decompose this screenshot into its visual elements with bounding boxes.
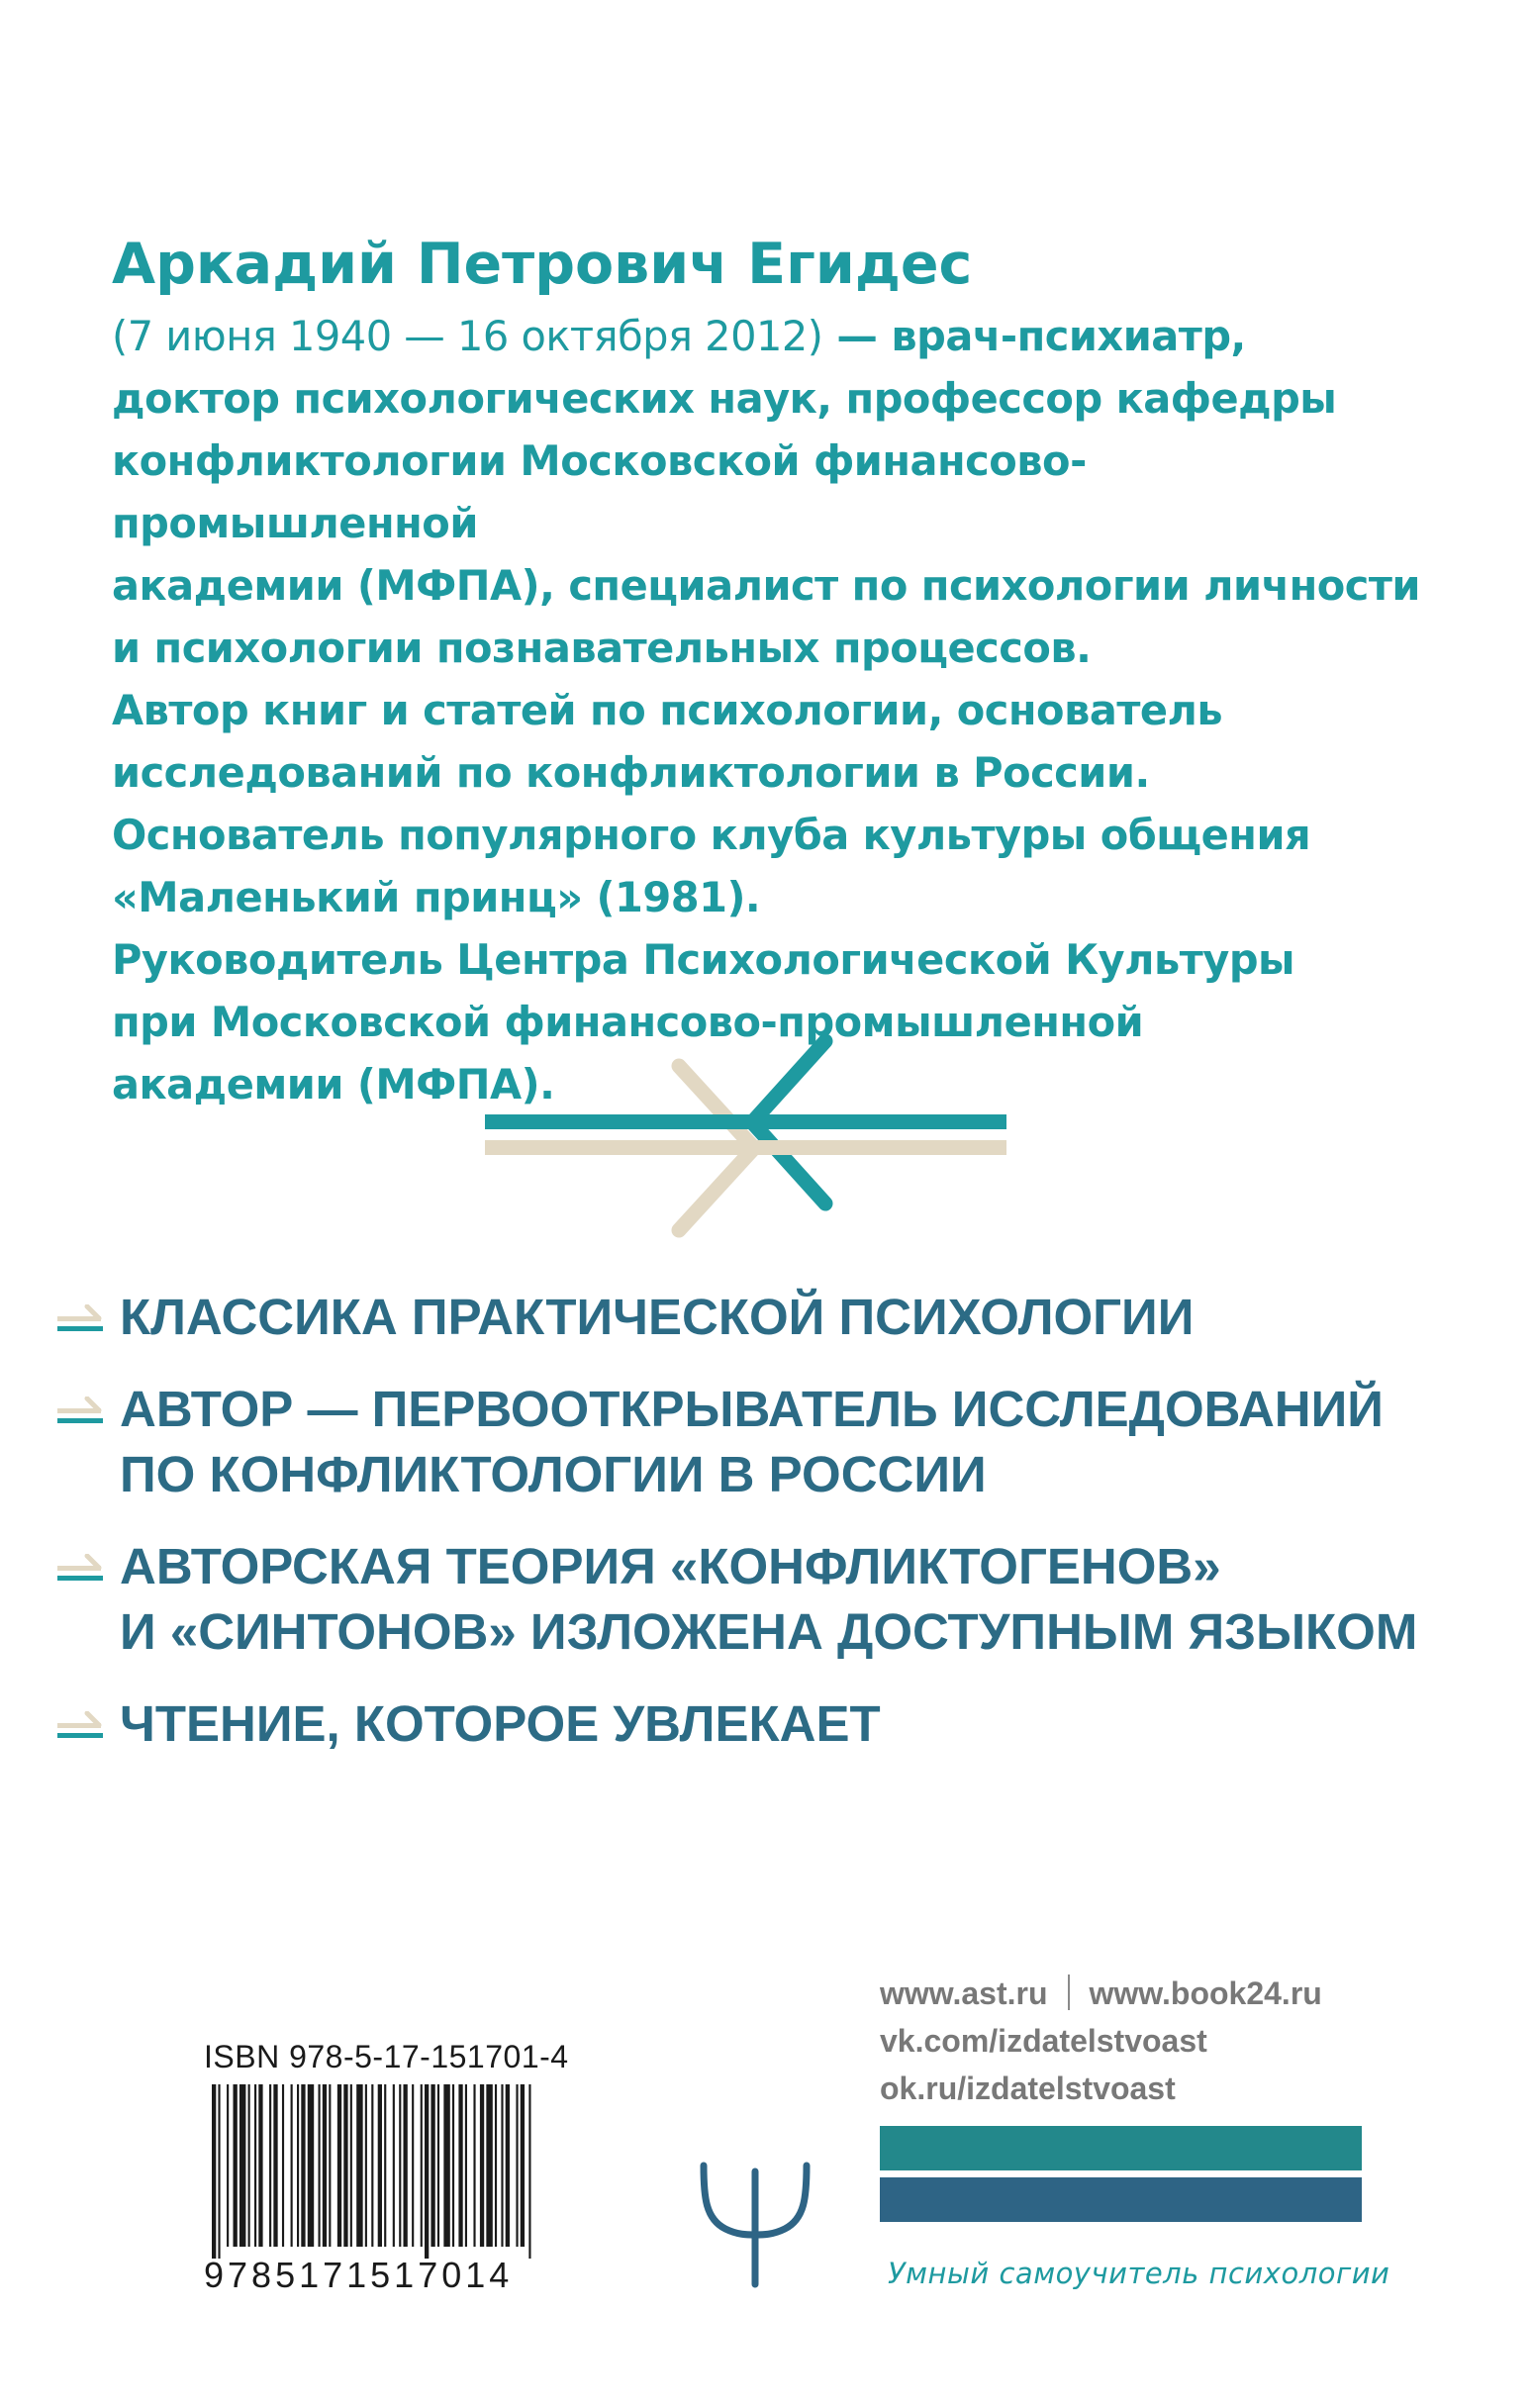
barcode-bar [258,2084,262,2247]
barcode-bar [248,2084,250,2247]
link-ast[interactable]: www.ast.ru [880,1975,1048,2011]
barcode-bar [495,2084,497,2247]
barcode-bar [254,2084,256,2247]
barcode-bar [297,2084,299,2247]
barcode-bar [269,2084,271,2247]
barcode-bar [356,2084,362,2247]
author-dates: (7 июня 1940 — 16 октября 2012) [112,312,823,360]
barcode-bar [458,2084,462,2247]
arrow-marker-icon [57,1711,109,1741]
barcode-bar [384,2084,386,2247]
barcode-bar [319,2084,321,2247]
isbn-label: ISBN 978-5-17-151701-4 [204,2039,569,2074]
barcode-bar [473,2084,475,2247]
bio-line: и психологии познавательных процессов. [112,624,1092,672]
series-name: Умный самоучитель психологии [888,2257,1390,2290]
barcode-bar [516,2084,518,2247]
series-stripe-teal [880,2126,1362,2170]
arrow-marker-icon [57,1554,109,1584]
barcode-bar [273,2084,277,2247]
barcode-bar [212,2084,216,2259]
bullet-item [57,1285,1502,1350]
barcode [212,2084,538,2259]
barcode-bar [337,2084,341,2247]
barcode-bar [486,2084,492,2247]
arrow-marker-icon [57,1304,109,1334]
barcode-bar [371,2084,373,2247]
barcode-bar [308,2084,314,2247]
barcode-bar [431,2084,434,2247]
bio-line: Основатель популярного клуба культуры общения [112,811,1311,859]
barcode-bar [452,2084,454,2247]
link-vk[interactable]: vk.com/izdatelstvoast [880,2023,1207,2059]
barcode-bar [227,2084,229,2247]
link-separator [1068,1975,1070,2010]
barcode-bar [465,2084,467,2247]
link-book24[interactable]: www.book24.ru [1089,1975,1322,2011]
bio-line: академии (МФПА). [112,1060,555,1108]
bio-line: «Маленький принц» (1981). [112,873,761,921]
bio-line: конфликтологии Московской финансово-промышленной [112,436,1087,547]
bullet-line: АВТОР — ПЕРВООТКРЫВАТЕЛЬ ИССЛЕДОВАНИЙ [120,1381,1384,1437]
links-row [880,1970,1322,2017]
bullet-line: АВТОРСКАЯ ТЕОРИЯ «КОНФЛИКТОГЕНОВ» [120,1538,1221,1594]
barcode-bar [329,2084,331,2247]
barcode-bar [282,2084,284,2247]
bio-line: исследований по конфликтологии в России. [112,748,1150,797]
bio-line: доктор психологических наук, профессор кафедры [112,374,1337,423]
barcode-bar [239,2084,245,2247]
barcode-bar [234,2084,238,2247]
barcode-bar [443,2084,449,2247]
bullet-line: ПО КОНФЛИКТОЛОГИИ В РОССИИ [120,1446,987,1502]
barcode-bar [323,2084,327,2247]
bio-line: при Московской финансово-промышленной [112,998,1144,1046]
bullet-item [57,1691,1502,1757]
barcode-bar [399,2084,401,2247]
series-stripe-blue [880,2177,1362,2222]
barcode-bar [528,2084,530,2259]
bio-line: академии (МФПА), специалист по психологии личности [112,561,1420,610]
barcode-bar [501,2084,503,2247]
publisher-links [880,1970,1322,2112]
barcode-bar [393,2084,395,2247]
feature-bullets [57,1285,1502,1783]
bullet-line: ЧТЕНИЕ, КОТОРОЕ УВЛЕКАЕТ [120,1695,881,1752]
barcode-bar [350,2084,352,2247]
barcode-bar [480,2084,484,2247]
bullet-line: КЛАССИКА ПРАКТИЧЕСКОЙ ПСИХОЛОГИИ [120,1289,1195,1345]
barcode-bar [291,2084,293,2247]
psi-icon [696,2158,814,2296]
bio-line: Руководитель Центра Психологической Культуры [112,935,1295,984]
barcode-bar [412,2084,414,2247]
barcode-bar [425,2084,429,2259]
barcode-digits: 9785171517014 [204,2255,514,2295]
barcode-bar [404,2084,408,2247]
bio-line: Автор книг и статей по психологии, основатель [112,686,1223,734]
bullet-item [57,1377,1502,1507]
author-name: Аркадий Петрович Егидес [112,232,973,297]
link-ok[interactable]: ok.ru/izdatelstvoast [880,2071,1176,2106]
barcode-bar [343,2084,347,2247]
barcode-bar [437,2084,439,2247]
barcode-bar [421,2084,423,2247]
barcode-bar [301,2084,305,2247]
arrow-marker-icon [57,1397,109,1426]
barcode-bar [378,2084,382,2247]
barcode-bar [218,2084,220,2259]
bio-line: (7 июня 1940 — 16 октября 2012) — врач-психиатр, [112,312,1246,360]
barcode-bar [506,2084,510,2247]
bullet-item [57,1534,1502,1665]
bullet-line: И «СИНТОНОВ» ИЗЛОЖЕНА ДОСТУПНЫМ ЯЗЫКОМ [120,1603,1418,1660]
barcode-bar [365,2084,367,2247]
barcode-bar [521,2084,525,2247]
